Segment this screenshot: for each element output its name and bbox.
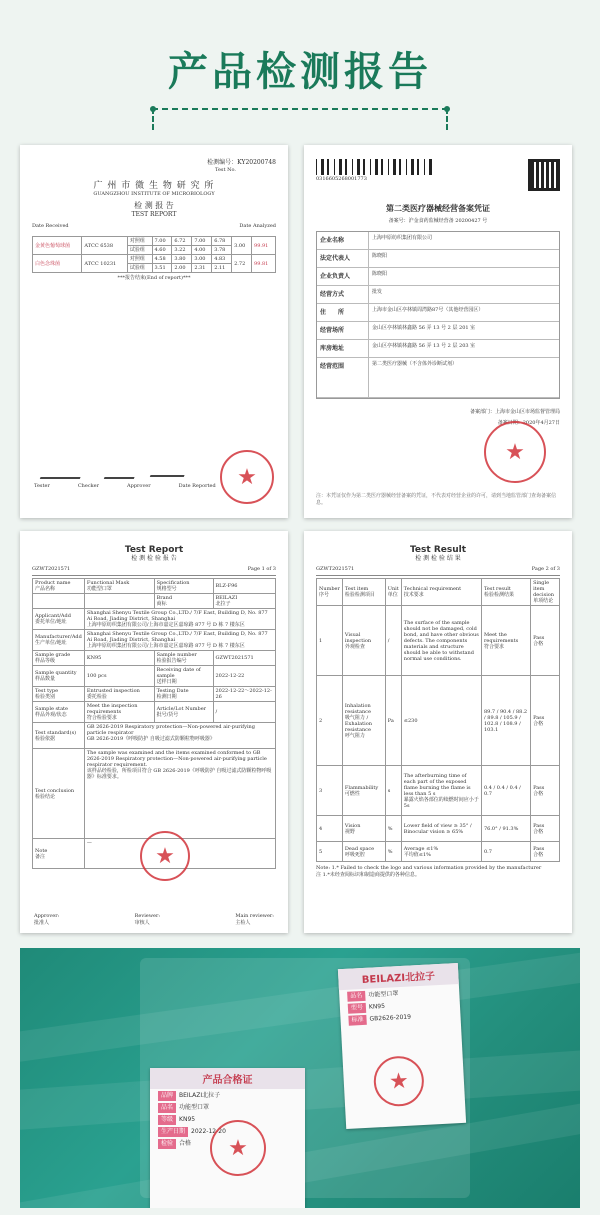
label-key: 型号	[348, 1003, 367, 1014]
approver-label: Approver	[127, 483, 151, 489]
report4-cell-n: 2	[317, 676, 343, 766]
bracket-dot-right	[444, 106, 450, 112]
result-value: 7.00	[192, 237, 212, 246]
result-value: 6.78	[212, 237, 232, 246]
report3-row	[33, 749, 276, 839]
barcode-bar	[379, 159, 380, 175]
result-value: 对照组	[127, 255, 152, 264]
report3-info-table	[32, 578, 276, 869]
report4-cell-dec: Pass 合格	[531, 816, 560, 842]
report3-field-label: Product name 产品名称	[33, 579, 85, 594]
certificate-row	[317, 322, 559, 340]
report3-field-value: BLZ-F96	[213, 579, 276, 594]
report4-header: Number 序号	[317, 579, 343, 606]
report4-cell-unit: /	[385, 606, 401, 676]
barcode-bar	[384, 159, 387, 175]
average-value: 3.00	[232, 237, 252, 255]
report4-note: Note: 1.* Failed to check the logo and various information provided by the manufacturer 注 1.*未经查阅标识和制造商提供的各种信息。	[316, 865, 542, 878]
report4-row	[317, 606, 560, 676]
result-value: 7.00	[152, 237, 172, 246]
barcode-bar	[402, 159, 405, 175]
barcode: 0316605268001773	[316, 159, 434, 183]
label-value: KN95	[179, 1116, 196, 1123]
record-number: 备案号：沪金食药监械经营备 20200427 号	[388, 218, 488, 224]
report3-number: GZWT2021571	[32, 566, 71, 572]
barcode-bar	[429, 159, 432, 175]
report4-cell-n: 4	[317, 816, 343, 842]
report3-field-value: Functional Mask 功能型口罩	[84, 579, 154, 594]
report3-row	[33, 594, 276, 609]
report3-title-en: Test Report	[124, 545, 184, 555]
certificate-field-label: 经营范围	[317, 358, 369, 397]
report4-cell-unit: s	[385, 766, 401, 816]
certificate-field-label: 经营场所	[317, 322, 369, 339]
result-value: 3.80	[172, 255, 192, 264]
report4-cell-dec: Pass 合格	[531, 606, 560, 676]
report4-title-cn: 检 测 检 验 结 果	[415, 555, 461, 562]
record-date-label: 备案日期：	[497, 420, 523, 426]
label-row	[154, 1103, 301, 1113]
institute-seal: ★	[220, 450, 274, 504]
approver-field: Approver: 批准人	[34, 913, 60, 926]
report4-cell-unit: %	[385, 842, 401, 862]
barcode-bar	[357, 159, 360, 175]
report4-cell-res: 76.0° / 91.3%	[481, 816, 530, 842]
label-certificate	[150, 1068, 305, 1208]
barcode-bar	[397, 159, 398, 175]
label-row	[154, 1091, 301, 1101]
report3-field-value: 2022-12-22～2022-12-26	[213, 687, 276, 702]
report4-cell-n: 1	[317, 606, 343, 676]
certificate-row	[317, 358, 559, 398]
approver-signature	[150, 465, 188, 477]
certificate-row	[317, 304, 559, 322]
report4-header: Test result 检验检测结果	[481, 579, 530, 606]
report3-field-label: Brand 商标	[154, 594, 213, 609]
tester-label: Tester	[34, 483, 50, 489]
label-key: 品名	[347, 991, 366, 1002]
label-top-seal: ★	[373, 1055, 426, 1108]
barcode-bar	[424, 159, 425, 175]
report3-field-label: Sample quantity 样品数量	[33, 666, 85, 687]
label-key: 检验	[158, 1139, 176, 1149]
barcode-bar	[411, 159, 414, 175]
report4-header: Single item decision 单项结论	[531, 579, 560, 606]
certificate-field-label: 企业名称	[317, 232, 369, 249]
report3-field-value: Entrusted inspection 委托检验	[84, 687, 154, 702]
label-top-title: BEILAZI北拉子	[338, 963, 459, 990]
certificate-field-label: 法定代表人	[317, 250, 369, 267]
organism-name: 金黄色葡萄球菌	[33, 237, 82, 255]
record-seal: ★	[484, 421, 546, 483]
barcode-bar	[325, 159, 326, 175]
report3-field-label: Test type 检验类别	[33, 687, 85, 702]
page-title: 产品检测报告	[168, 49, 432, 95]
date-received-label: Date Received	[32, 223, 69, 229]
barcode-bar	[318, 159, 320, 175]
barcode-bar	[417, 159, 419, 175]
label-key: 生产日期	[158, 1127, 188, 1137]
certificate-field-value: 金山区亭林镇林鑫路 56 弄 13 号 2 层 203 室	[372, 343, 476, 349]
report3-field-value: GB 2626-2019 Respiratory protection—Non-powered air-purifying particle respirator GB 2626-2019《呼吸防护 自吸过滤式防颗粒物呼吸器》	[84, 723, 275, 749]
certificate-field-value: 金山区亭林镇林鑫路 56 弄 13 号 2 层 201 室	[372, 325, 476, 331]
report3-field-value: GZWT2021571	[213, 651, 276, 666]
result-value: 2.31	[192, 264, 212, 273]
main-reviewer-field: Main reviewer: 主检人	[235, 913, 274, 926]
barcode-bar	[316, 159, 317, 175]
results-row	[33, 237, 276, 246]
report3-row	[33, 609, 276, 630]
record-date: 2020年4月27日	[522, 420, 560, 426]
report3-field-label: Specification 规格型号	[154, 579, 213, 594]
report3-field-label: Article/Lot Number 批号/货号	[154, 702, 213, 723]
report3-field-value: 2022-12-22	[213, 666, 276, 687]
test-no-label: Test No.	[215, 167, 236, 173]
barcode-bar	[330, 159, 333, 175]
report4-cell-item: Vision 视野	[342, 816, 385, 842]
result-value: 3.78	[212, 246, 232, 255]
report3-row	[33, 630, 276, 651]
barcode-bar	[372, 159, 374, 175]
report-no-label: 检测编号：	[207, 159, 238, 166]
barcode-bar	[354, 159, 356, 175]
barcode-bar	[375, 159, 378, 175]
report4-row	[317, 766, 560, 816]
report-title-cn: 检 测 报 告	[134, 201, 174, 210]
page-header	[0, 0, 600, 135]
institute-name-en: GUANGZHOU INSTITUTE OF MICROBIOLOGY	[93, 191, 215, 197]
report-no: KY20200748	[237, 159, 276, 166]
report4-row	[317, 842, 560, 862]
medical-device-certificate	[304, 145, 572, 518]
organism-name: 白色念珠菌	[33, 255, 82, 273]
reviewer-field: Reviewer: 审核人	[134, 913, 161, 926]
result-value: 4.00	[192, 246, 212, 255]
test-report-page1	[20, 531, 288, 933]
certificate-row	[317, 340, 559, 358]
date-reported-label: Date Reported	[178, 483, 216, 489]
report3-field-label: Receiving date of sample 送样日期	[154, 666, 213, 687]
product-photo	[20, 948, 580, 1208]
barcode-bar	[334, 159, 335, 175]
label-key: 品牌	[158, 1091, 176, 1101]
report-title-en: TEST REPORT	[131, 211, 177, 218]
label-value: BEILAZI北拉子	[179, 1092, 221, 1099]
report3-field-value: 100 pcs	[84, 666, 154, 687]
barcode-bar	[406, 159, 407, 175]
report4-cell-n: 5	[317, 842, 343, 862]
result-value: 4.58	[152, 255, 172, 264]
barcode-bar	[390, 159, 392, 175]
result-value: 3.22	[172, 246, 192, 255]
report4-cell-req: Average ≤1% 平均值≤1%	[401, 842, 481, 862]
record-dept: 备案部门：上海市金山区市场监督管理局	[469, 409, 560, 415]
certificate-field-label: 住 所	[317, 304, 369, 321]
report3-field-value: BEILAZI 北拉子	[213, 594, 276, 609]
report4-cell-n: 3	[317, 766, 343, 816]
certificate-field-value: 批发	[372, 289, 383, 295]
report4-cell-req: Lower field of view ≥ 35° / Binocular vision ≥ 65%	[401, 816, 481, 842]
report4-cell-item: Dead space 呼吸死腔	[342, 842, 385, 862]
result-value: 试验组	[127, 246, 152, 255]
report3-title-cn: 检 测 检 验 报 告	[131, 555, 177, 562]
barcode-bar	[339, 159, 342, 175]
report4-results-table	[316, 578, 560, 862]
report4-cell-req: The surface of the sample should not be damaged, cold bond, and have other obvious defects. The components materials and structure should be able to withstand normal use conditions.	[401, 606, 481, 676]
report3-row	[33, 687, 276, 702]
certificate-footer: 注：本凭证仅作为第二类医疗器械经营备案的凭证，不代表对经营企业的许可，请到当地监管部门查询备案信息。	[316, 493, 557, 506]
certificate-title: 第二类医疗器械经营备案凭证	[386, 204, 490, 213]
label-key: 标准	[348, 1015, 367, 1026]
kill-rate: 99.91	[252, 237, 276, 255]
certificate-field-value: 上海申原纺织集团有限公司	[372, 235, 433, 241]
report4-page: Page 2 of 3	[531, 566, 560, 572]
report3-field-value: /	[213, 702, 276, 723]
report4-cell-dec: Pass 合格	[531, 842, 560, 862]
barcode-bar	[343, 159, 344, 175]
label-certificate-seal: ★	[210, 1120, 266, 1176]
date-analyzed-label: Date Analyzed	[239, 223, 276, 229]
barcode-bar	[433, 159, 434, 175]
report4-cell-item: Flammability 可燃性	[342, 766, 385, 816]
end-of-report: ***报告结束(End of report)***	[117, 275, 191, 281]
barcode-bar	[321, 159, 324, 175]
bracket-dot-left	[150, 106, 156, 112]
report3-field-label: Note 备注	[33, 839, 85, 869]
report4-row	[317, 676, 560, 766]
report4-row	[317, 816, 560, 842]
report3-field-value: KN95	[84, 651, 154, 666]
certificate-field-value: 第二类医疗器械（不含体外诊断试剂）	[372, 361, 458, 367]
result-value: 3.00	[192, 255, 212, 264]
report4-cell-item: Inhalation resistance 吸气阻力 / Exhalation resistance 呼气阻力	[342, 676, 385, 766]
result-value: 2.00	[172, 264, 192, 273]
report4-cell-item: Visual inspection 外观检查	[342, 606, 385, 676]
microbiology-report	[20, 145, 288, 518]
results-row	[33, 255, 276, 264]
checker-label: Checker	[77, 483, 100, 489]
report3-field-label: Sample state 样品外观/状态	[33, 702, 85, 723]
report3-field-value	[84, 594, 154, 609]
certificate-row	[317, 286, 559, 304]
label-value: 2022-12-20	[191, 1128, 226, 1135]
barcode-bar	[366, 159, 369, 175]
report3-field-label: Sample number 检验报告编号	[154, 651, 213, 666]
result-value: 4.83	[212, 255, 232, 264]
certificate-field-label: 企业负责人	[317, 268, 369, 285]
report4-cell-req: The afterburning time of each part of the exposed flame burning the flame is less than 5 s 暴露火焰各部位的续燃时间应小于5s	[401, 766, 481, 816]
report3-field-label: Test standard(s) 检验依据	[33, 723, 85, 749]
label-value: 功能型口罩	[179, 1104, 210, 1111]
certificate-field-label: 库房地址	[317, 340, 369, 357]
certificate-row	[317, 268, 559, 286]
label-certificate-title: 产品合格证	[150, 1068, 305, 1089]
results-table	[32, 236, 276, 273]
report3-field-label	[33, 594, 85, 609]
report4-cell-dec: Pass 合格	[531, 766, 560, 816]
title-bracket	[152, 108, 448, 130]
barcode-bar	[361, 159, 362, 175]
barcode-bar	[393, 159, 396, 175]
certificate-field-value: 上海市金山区亭林镇周湾路87号（其他经营园区）	[372, 307, 484, 313]
barcode-bar	[327, 159, 329, 175]
label-key: 品名	[158, 1103, 176, 1113]
barcode-bar	[408, 159, 410, 175]
report4-cell-dec: Pass 合格	[531, 676, 560, 766]
report4-cell-unit: %	[385, 816, 401, 842]
barcode-bar	[348, 159, 351, 175]
result-value: 6.72	[172, 237, 192, 246]
report4-cell-res: Meet the requirements 符合要求	[481, 606, 530, 676]
report3-row	[33, 651, 276, 666]
institute-name: 广 州 市 微 生 物 研 究 所	[93, 181, 215, 191]
report4-cell-res: 0.4 / 0.4 / 0.4 / 0.7	[481, 766, 530, 816]
report4-header: Unit 单位	[385, 579, 401, 606]
checker-signature	[104, 467, 138, 479]
label-value: 功能型口罩	[368, 990, 399, 999]
report4-cell-res: 0.7	[481, 842, 530, 862]
qr-code	[528, 159, 560, 191]
report3-field-value: Shanghai Shenyu Textile Group Co.,LTD./ 7/F East, Building D, No. 877 Ai Road, Jiading District, Shanghai 上海申原纺织集团有限公司/上海市嘉定区嘉琼路 877 号 D 栋 7 楼东区	[84, 630, 275, 651]
report3-seal: ★	[140, 831, 190, 881]
report3-field-label: Applicant/Add 委托单位/地址	[33, 609, 85, 630]
report3-row	[33, 666, 276, 687]
report4-cell-res: 89.7 / 90.4 / 88.2 / 89.8 / 105.9 / 102.8 / 108.9 / 103.1	[481, 676, 530, 766]
report4-cell-req: ≤230	[401, 676, 481, 766]
kill-rate: 99.81	[252, 255, 276, 273]
report4-cell-unit: Pa	[385, 676, 401, 766]
result-value: 4.60	[152, 246, 172, 255]
certificate-field-value: 陈晓阳	[372, 271, 388, 277]
report3-field-value: —	[84, 839, 275, 869]
result-value: 3.51	[152, 264, 172, 273]
certificate-row	[317, 232, 559, 250]
certificate-field-label: 经营方式	[317, 286, 369, 303]
strain-name: ATCC 10231	[82, 255, 127, 273]
barcode-bar	[345, 159, 347, 175]
certificate-row	[317, 250, 559, 268]
report4-number: GZWT2021571	[316, 566, 355, 572]
report3-field-label: Manufacturer/Add 生产单位/地址	[33, 630, 85, 651]
report3-row	[33, 579, 276, 594]
label-value: 合格	[179, 1140, 192, 1147]
report4-header: Test item 检验检测项目	[342, 579, 385, 606]
barcode-bar	[399, 159, 401, 175]
report3-field-value: Meet the inspection requirements 符合检验要求	[84, 702, 154, 723]
barcode-bar	[352, 159, 353, 175]
barcode-bar	[426, 159, 428, 175]
report3-row	[33, 702, 276, 723]
barcode-bar	[370, 159, 371, 175]
result-value: 试验组	[127, 264, 152, 273]
barcode-bar	[363, 159, 365, 175]
report3-field-value: The sample was examined and the items examined conformed to GB 2626-2019 Respiratory protection—Non-powered air-purifying particle respirator requirement. 该样品经检验，所检项目符合 GB 2626-2019《呼吸防护 自吸过滤式防颗粒物呼吸器》标准要求。	[84, 749, 275, 839]
report4-title-en: Test Result	[409, 545, 467, 555]
label-value: GB2626-2019	[369, 1013, 412, 1023]
certificate-field-value: 陈晓阳	[372, 253, 388, 259]
label-value: KN95	[368, 1002, 386, 1011]
report3-field-label: Test conclusion 检验结论	[33, 749, 85, 839]
label-tag-top	[338, 963, 466, 1129]
report3-field-label: Sample grade 样品等级	[33, 651, 85, 666]
strain-name: ATCC 6538	[82, 237, 127, 255]
barcode-bar	[336, 159, 338, 175]
result-value: 2.11	[212, 264, 232, 273]
barcode-bar	[381, 159, 383, 175]
report4-header-row	[317, 579, 560, 606]
result-value: 对照组	[127, 237, 152, 246]
report3-field-value: Shanghai Shenyu Textile Group Co.,LTD./ 7/F East, Building D, No. 877 Ai Road, Jiading District, Shanghai 上海申原纺织集团有限公司/上海市嘉定区嘉琼路 877 号 D 栋 7 楼东区	[84, 609, 275, 630]
test-result-page2	[304, 531, 572, 933]
certificate-fields	[316, 231, 560, 399]
report3-page: Page 1 of 3	[247, 566, 276, 572]
barcode-bar	[420, 159, 423, 175]
report3-row	[33, 723, 276, 749]
report4-header: Technical requirement 技术要求	[401, 579, 481, 606]
barcode-bar	[388, 159, 389, 175]
report3-field-label: Testing Date 检测日期	[154, 687, 213, 702]
average-value: 2.72	[232, 255, 252, 273]
tester-signature	[40, 467, 84, 479]
barcode-bar	[415, 159, 416, 175]
label-key: 等级	[158, 1115, 176, 1125]
